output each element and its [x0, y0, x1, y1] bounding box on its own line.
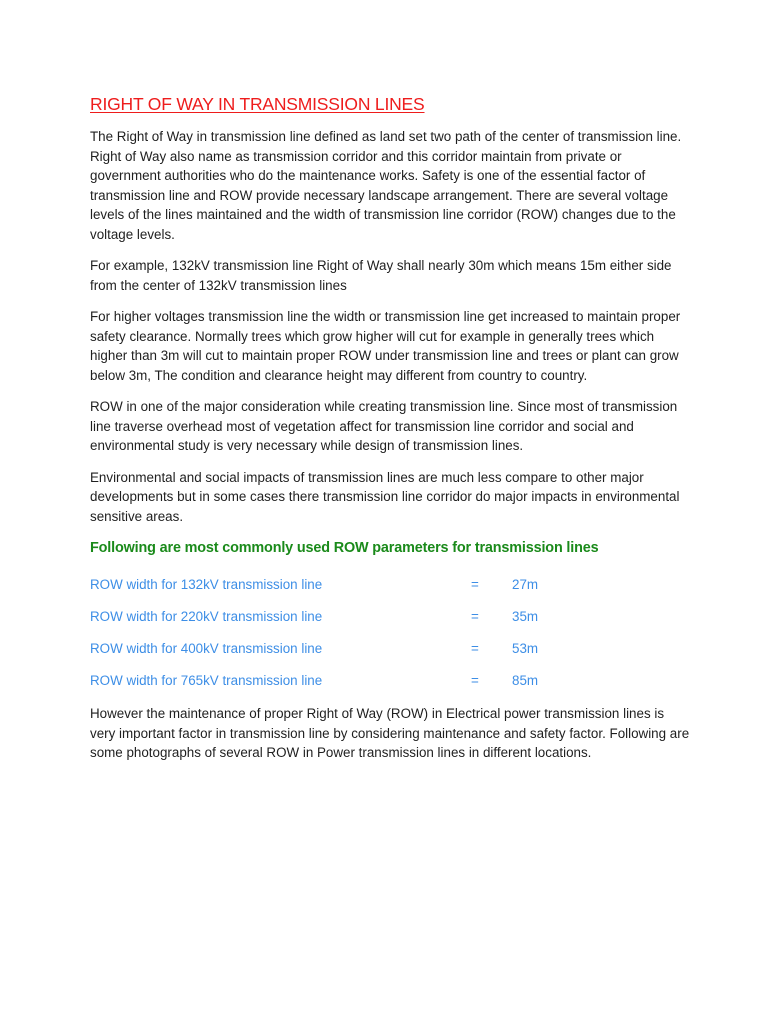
row-width-value: 85m	[512, 672, 539, 688]
row-width-label: ROW width for 220kV transmission line	[90, 608, 323, 624]
page-title: RIGHT OF WAY IN TRANSMISSION LINES	[90, 94, 425, 114]
paragraph-example: For example, 132kV transmission line Right of Way shall nearly 30m which means 15m either side from the center of 132kV transmission lines	[90, 258, 672, 293]
paragraph-consideration: ROW in one of the major consideration while creating transmission line. Since most of transmission line traverse overhead most of vegetation affect for transmission line corridor and social and environmental study is very necessary while design of transmission lines.	[90, 399, 678, 453]
row-width-value: 53m	[512, 640, 539, 656]
row-width-value: 35m	[512, 608, 539, 624]
row-parameters-heading: Following are most commonly used ROW parameters for transmission lines	[90, 540, 599, 556]
paragraph-higher-voltages: For higher voltages transmission line the width or transmission line get increased to maintain proper safety clearance. Normally trees which grow higher will cut for example in generally trees which higher than 3m will cut to maintain proper ROW under transmission line and trees or plant can grow below 3m, The condition and clearance height may different from country to country.	[90, 309, 681, 383]
row-width-label: ROW width for 132kV transmission line	[90, 576, 323, 592]
paragraph-closing: However the maintenance of proper Right of Way (ROW) in Electrical power transmission lines is very important factor in transmission line by considering maintenance and safety factor. Following are some photographs of several ROW in Power transmission lines in different locations.	[90, 706, 690, 760]
row-width-item-400kv	[90, 632, 690, 664]
row-width-value: 27m	[512, 576, 539, 592]
paragraph-impacts: Environmental and social impacts of transmission lines are much less compare to other major developments but in some cases there transmission line corridor do major impacts in environmental sensitive areas.	[90, 469, 680, 524]
equals-sign: =	[471, 608, 479, 624]
equals-sign: =	[471, 672, 479, 688]
row-width-item-220kv	[90, 600, 690, 632]
paragraph-intro: The Right of Way in transmission line defined as land set two path of the center of transmission line. Right of Way also name as transmission corridor and this corridor maintain from private or government authorities who do the maintenance works. Safety is one of the essential factor of transmission line and ROW provide necessary landscape arrangement. There are several voltage levels of the lines maintained and the width of transmission line corridor (ROW) changes due to the voltage levels.	[90, 129, 682, 242]
document-page	[90, 92, 690, 775]
row-width-table	[90, 568, 690, 696]
row-width-label: ROW width for 400kV transmission line	[90, 640, 323, 656]
row-width-item-765kv	[90, 664, 690, 696]
equals-sign: =	[471, 640, 479, 656]
row-width-item-132kv	[90, 568, 690, 600]
row-width-label: ROW width for 765kV transmission line	[90, 672, 323, 688]
equals-sign: =	[471, 576, 479, 592]
